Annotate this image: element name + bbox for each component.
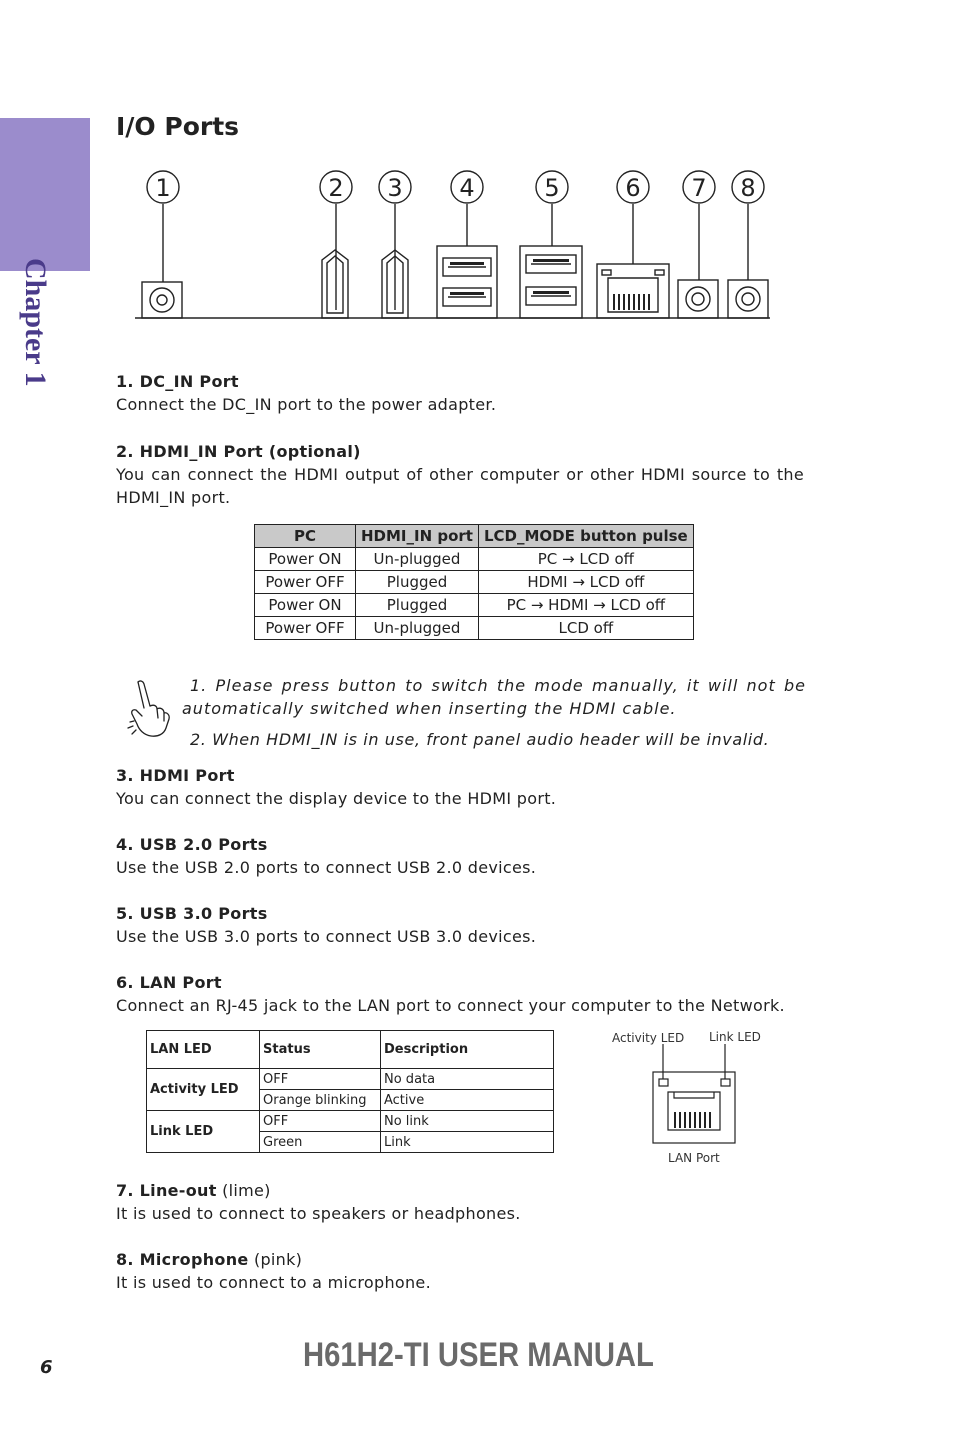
table-cell: No data: [381, 1069, 554, 1090]
microphone-jack-drawing: [728, 280, 768, 318]
table-cell: OFF: [260, 1111, 381, 1132]
table-cell: Green: [260, 1132, 381, 1153]
chapter-tab-label: Chapter 1: [19, 258, 52, 387]
table-cell: Plugged: [356, 571, 479, 594]
table-cell: PC → LCD off: [478, 548, 693, 571]
item-5-title: 5. USB 3.0 Ports: [116, 904, 268, 923]
item-3-title: 3. HDMI Port: [116, 766, 235, 785]
item-8-title: 8. Microphone: [116, 1250, 249, 1269]
pointing-hand-icon: [124, 678, 174, 740]
item-8-heading: [116, 1248, 302, 1271]
table-cell: Active: [381, 1090, 554, 1111]
table-cell: No link: [381, 1111, 554, 1132]
table-cell: Un-plugged: [356, 548, 479, 571]
diagram-number-1: 1: [155, 174, 171, 202]
note-1-line-1: 1. Please press button to switch the mode manually, it will not be: [190, 676, 806, 695]
table-cell: Plugged: [356, 594, 479, 617]
diagram-number-7: 7: [691, 174, 707, 202]
item-7-suffix: (lime): [222, 1181, 271, 1200]
table-header: LCD_MODE button pulse: [478, 525, 693, 548]
table-row: [255, 594, 694, 617]
table-cell: Power ON: [255, 594, 356, 617]
activity-led-drawing: [659, 1079, 668, 1086]
lan-port-figure: [610, 1026, 770, 1171]
table-cell: LCD off: [478, 617, 693, 640]
note-2: 2. When HDMI_IN is in use, front panel audio header will be invalid.: [190, 730, 770, 749]
item-7-title: 7. Line-out: [116, 1181, 217, 1200]
line-out-jack-drawing: [678, 280, 718, 318]
table-header: PC: [255, 525, 356, 548]
lan-led-table: [146, 1030, 554, 1153]
lan-port-caption: LAN Port: [668, 1151, 720, 1165]
table-cell: Link: [381, 1132, 554, 1153]
io-panel-diagram: [130, 160, 790, 335]
table-cell: Link LED: [147, 1111, 260, 1153]
activity-led-label: Activity LED: [612, 1031, 685, 1045]
item-2-text: You can connect the HDMI output of other computer or other HDMI source to the HDMI_IN port.: [116, 465, 804, 507]
diagram-number-8: 8: [740, 174, 756, 202]
manual-title: H61H2-TI USER MANUAL: [303, 1336, 654, 1374]
item-6-text: Connect an RJ-45 jack to the LAN port to connect your computer to the Network.: [116, 996, 785, 1015]
table-header-row: [147, 1031, 554, 1069]
item-7-heading: [116, 1179, 271, 1202]
diagram-number-5: 5: [544, 174, 560, 202]
item-4-text: Use the USB 2.0 ports to connect USB 2.0 devices.: [116, 858, 537, 877]
table-row: [255, 571, 694, 594]
table-header: Status: [260, 1031, 381, 1069]
table-row: [147, 1069, 554, 1090]
chapter-tab: [0, 118, 90, 271]
table-cell: HDMI → LCD off: [478, 571, 693, 594]
item-6-title: 6. LAN Port: [116, 973, 222, 992]
table-cell: Power ON: [255, 548, 356, 571]
note-1-line-2: automatically switched when inserting the HDMI cable.: [182, 699, 677, 718]
table-cell: OFF: [260, 1069, 381, 1090]
table-header: HDMI_IN port: [356, 525, 479, 548]
item-8-text: It is used to connect to a microphone.: [116, 1273, 431, 1292]
item-3-text: You can connect the display device to the HDMI port.: [116, 789, 557, 808]
page-title: I/O Ports: [116, 112, 240, 141]
table-cell: Activity LED: [147, 1069, 260, 1111]
link-led-label: Link LED: [709, 1030, 761, 1044]
item-8-suffix: (pink): [253, 1250, 303, 1269]
table-row: [255, 617, 694, 640]
page-number: 6: [40, 1357, 53, 1378]
item-7-text: It is used to connect to speakers or headphones.: [116, 1204, 521, 1223]
diagram-number-3: 3: [387, 174, 403, 202]
item-2-title: 2. HDMI_IN Port (optional): [116, 442, 361, 461]
diagram-number-2: 2: [328, 174, 344, 202]
lcd-mode-table: [254, 524, 694, 640]
item-5-text: Use the USB 3.0 ports to connect USB 3.0 devices.: [116, 927, 537, 946]
diagram-number-6: 6: [625, 174, 641, 202]
table-cell: Un-plugged: [356, 617, 479, 640]
hdmi-in-port-drawing: [322, 250, 348, 318]
item-1-title: 1. DC_IN Port: [116, 372, 239, 391]
table-row: [255, 548, 694, 571]
usb2-ports-drawing: [437, 246, 497, 318]
table-cell: Orange blinking: [260, 1090, 381, 1111]
table-row: [147, 1111, 554, 1132]
item-4-title: 4. USB 2.0 Ports: [116, 835, 268, 854]
usb3-ports-drawing: [520, 246, 582, 318]
table-cell: PC → HDMI → LCD off: [478, 594, 693, 617]
table-cell: Power OFF: [255, 617, 356, 640]
table-header: Description: [381, 1031, 554, 1069]
item-1-text: Connect the DC_IN port to the power adapter.: [116, 395, 497, 414]
link-led-drawing: [721, 1079, 730, 1086]
table-header-row: [255, 525, 694, 548]
diagram-number-4: 4: [459, 174, 475, 202]
table-cell: Power OFF: [255, 571, 356, 594]
table-header: LAN LED: [147, 1031, 260, 1069]
